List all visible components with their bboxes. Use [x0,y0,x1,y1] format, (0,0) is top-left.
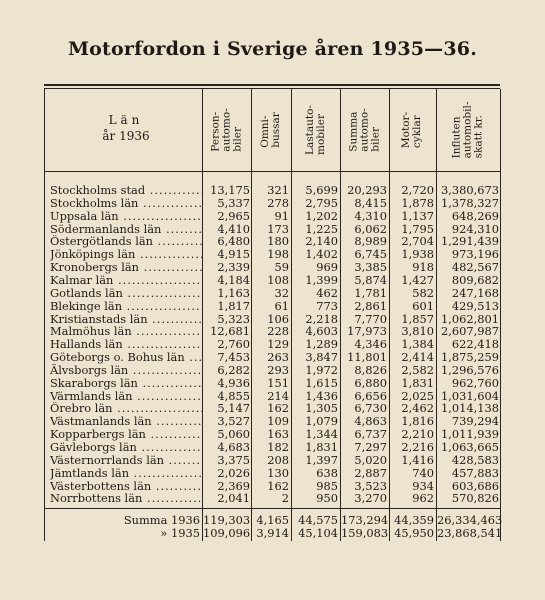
table-cell: 1,062,801 [441,311,499,326]
table-cell: 4,410 [217,221,250,236]
table-cell: 3,380,673 [441,183,499,197]
table-cell: 1,875,259 [441,350,499,365]
table-cell: 1,291,439 [441,234,499,249]
table-row [0,274,545,287]
lan-name: Norrbottens län ..... [50,492,202,505]
table-row [0,492,545,505]
table-cell: 17,973 [347,324,387,339]
table-cell: 1,079 [305,414,338,429]
table-cell: 962,760 [451,375,499,390]
table-row [0,454,545,467]
header-summa-automobiler: Summa automo- biler [347,108,382,152]
table-cell: 162 [267,401,289,416]
table-cell: 2,582 [401,362,434,377]
summary-cell: 3,914 [256,526,289,540]
table-cell: 1,795 [401,221,434,236]
table-cell: 3,385 [354,260,387,275]
table-cell: 11,801 [347,350,387,365]
table-cell: 5,147 [217,401,250,416]
table-cell: 809,682 [451,272,499,287]
table-cell: 2,140 [305,234,338,249]
table-cell: 1,781 [354,285,387,300]
lan-name: Västernorrlands län ..... [50,454,202,467]
table-cell: 739,294 [451,414,499,429]
table-cell: 208 [267,452,289,467]
table-cell: 182 [267,440,289,454]
table-cell: 106 [267,311,289,326]
table-cell: 1,305 [305,401,338,416]
lan-name: Södermanlands län ..... [50,223,202,236]
table-cell: 1,011,939 [441,427,499,442]
lan-header-year: år 1936 [102,129,150,143]
table-cell: 773 [316,298,338,313]
summary-cell: 23,868,541 [437,526,503,540]
table-cell: 1,831 [401,375,434,390]
table-cell: 1,399 [305,272,338,287]
table-cell: 7,297 [354,440,387,454]
lan-name: Blekinge län ..... [50,300,202,313]
table-row [0,287,545,300]
table-cell: 5,060 [217,427,250,442]
table-cell: 1,402 [305,247,338,262]
summary-cell: 45,104 [298,526,338,540]
lan-name: Kristianstads län ..... [50,313,202,326]
table-cell: 1,014,138 [441,401,499,416]
table-cell: 1,436 [305,388,338,403]
table-cell: 5,323 [217,311,250,326]
summary-cell: 109,096 [203,526,251,540]
table-cell: 2,607,987 [441,324,499,339]
table-cell: 1,416 [401,452,434,467]
table-cell: 6,656 [354,388,387,403]
table-cell: 1,063,665 [441,440,499,454]
lan-name: Östergötlands län ..... [50,235,202,248]
table-cell: 173 [267,221,289,236]
table-cell: 428,583 [451,452,499,467]
lan-name: Kalmar län ..... [50,274,202,287]
table-cell: 1,378,327 [441,195,499,210]
table-cell: 1,344 [305,427,338,442]
lan-name: Uppsala län ..... [50,210,202,223]
lan-header-label: Län [108,113,144,127]
table-cell: 3,270 [354,491,387,506]
table-cell: 1,878 [401,195,434,210]
table-cell: 2,369 [217,478,250,493]
table-cell: 2,462 [401,401,434,416]
header-motorcyklar: Motor- cyklar [400,111,423,149]
table-cell: 1,289 [305,337,338,352]
table-cell: 457,883 [451,465,499,480]
summary-cell: 45,950 [394,526,434,540]
summary-cell: 4,165 [256,513,289,527]
table-cell: 2 [281,491,289,506]
table-cell: 1,225 [305,221,338,236]
table-cell: 6,730 [354,401,387,416]
table-cell: 321 [267,183,289,197]
summary-cell: 44,575 [298,513,338,527]
table-cell: 2,861 [354,298,387,313]
table-cell: 924,310 [451,221,499,236]
table-cell: 13,175 [210,183,250,197]
lan-name: Gotlands län ..... [50,287,202,300]
table-cell: 1,427 [401,272,434,287]
table-cell: 985 [316,478,338,493]
table-cell: 2,216 [401,440,434,454]
table-cell: 2,339 [217,260,250,275]
table-cell: 1,816 [401,414,434,429]
table-cell: 6,745 [354,247,387,262]
table-cell: 2,795 [305,195,338,210]
table-cell: 59 [274,260,289,275]
lan-name: Hallands län ..... [50,338,202,351]
table-cell: 973,196 [451,247,499,262]
table-cell: 32 [274,285,289,300]
table-cell: 20,293 [347,183,387,197]
table-cell: 582 [412,285,434,300]
lan-name: Västerbottens län ..... [50,480,202,493]
table-cell: 2,887 [354,465,387,480]
lan-column-header [50,112,202,144]
table-cell: 6,062 [354,221,387,236]
table-cell: 151 [267,375,289,390]
table-row [0,300,545,313]
table-cell: 2,041 [217,491,250,506]
table-cell: 2,025 [401,388,434,403]
table-cell: 1,384 [401,337,434,352]
table-cell: 462 [316,285,338,300]
summary-rule [44,508,500,509]
table-cell: 263 [267,350,289,365]
lan-name: Stockholms stad ..... [50,184,202,197]
lan-name: Malmöhus län ..... [50,325,202,338]
table-cell: 5,699 [305,183,338,197]
summary-cell: 26,334,463 [437,513,503,527]
table-cell: 6,282 [217,362,250,377]
table-cell: 740 [412,465,434,480]
table-cell: 3,810 [401,324,434,339]
table-cell: 2,210 [401,427,434,442]
table-cell: 163 [267,427,289,442]
lan-name: Göteborgs o. Bohus län ..... [50,351,202,364]
table-cell: 2,965 [217,208,250,223]
table-cell: 7,453 [217,350,250,365]
table-cell: 91 [274,208,289,223]
lan-name: Örebro län ..... [50,402,202,415]
table-cell: 5,020 [354,452,387,467]
table-cell: 2,414 [401,350,434,365]
summary-cell: 159,083 [341,526,389,540]
table-cell: 4,184 [217,272,250,287]
table-cell: 5,874 [354,272,387,287]
table-cell: 4,310 [354,208,387,223]
table-cell: 482,567 [451,260,499,275]
header-lastautomobiler: Lastauto- mobiler [304,105,327,155]
lan-name: Jämtlands län ..... [50,467,202,480]
lan-name: Älvsborgs län ..... [50,364,202,377]
top-double-rule-thick [44,84,500,86]
table-cell: 2,704 [401,234,434,249]
table-cell: 918 [412,260,434,275]
table-cell: 648,269 [451,208,499,223]
table-cell: 2,720 [401,183,434,197]
table-cell: 6,737 [354,427,387,442]
table-cell: 570,826 [451,491,499,506]
table-row [0,210,545,223]
table-cell: 1,202 [305,208,338,223]
table-cell: 4,683 [217,440,250,454]
table-cell: 5,337 [217,195,250,210]
table-cell: 61 [274,298,289,313]
table-cell: 278 [267,195,289,210]
table-cell: 1,137 [401,208,434,223]
summary-label: » 1935 [160,526,200,540]
table-cell: 247,168 [451,285,499,300]
table-cell: 4,915 [217,247,250,262]
table-cell: 1,397 [305,452,338,467]
table-cell: 130 [267,465,289,480]
table-cell: 6,880 [354,375,387,390]
table-cell: 228 [267,324,289,339]
table-cell: 622,418 [451,337,499,352]
table-cell: 3,527 [217,414,250,429]
summary-label: Summa 1936 [123,513,200,527]
table-cell: 1,615 [305,375,338,390]
table-cell: 969 [316,260,338,275]
table-cell: 7,770 [354,311,387,326]
top-double-rule-thin [44,88,500,89]
table-cell: 2,218 [305,311,338,326]
table-cell: 3,523 [354,478,387,493]
table-cell: 934 [412,478,434,493]
table-cell: 1,972 [305,362,338,377]
table-cell: 4,863 [354,414,387,429]
header-rule [44,171,500,172]
table-cell: 601 [412,298,434,313]
table-cell: 950 [316,491,338,506]
table-cell: 603,686 [451,478,499,493]
lan-name: Värmlands län ..... [50,390,202,403]
lan-name: Gävleborgs län ..... [50,441,202,454]
table-cell: 1,938 [401,247,434,262]
summary-cell: 119,303 [203,513,251,527]
lan-name: Skaraborgs län ..... [50,377,202,390]
table-row [0,197,545,210]
lan-name: Västmanlands län ..... [50,415,202,428]
page-title: Motorfordon i Sverige åren 1935—36. [67,38,478,60]
table-cell: 6,480 [217,234,250,249]
table-cell: 4,855 [217,388,250,403]
table-cell: 109 [267,414,289,429]
table-cell: 4,603 [305,324,338,339]
table-cell: 429,513 [451,298,499,313]
table-cell: 2,760 [217,337,250,352]
table-row [0,364,545,377]
table-cell: 4,346 [354,337,387,352]
table-cell: 1,831 [305,440,338,454]
table-cell: 8,415 [354,195,387,210]
lan-name: Kronobergs län ..... [50,261,202,274]
table-cell: 12,681 [210,324,250,339]
table-cell: 198 [267,247,289,262]
table-cell: 214 [267,388,289,403]
table-cell: 8,826 [354,362,387,377]
table-cell: 638 [316,465,338,480]
table-cell: 1,031,604 [441,388,499,403]
summary-row [0,527,545,540]
table-cell: 3,375 [217,452,250,467]
table-cell: 4,936 [217,375,250,390]
table-cell: 180 [267,234,289,249]
table-cell: 293 [267,362,289,377]
table-row [0,467,545,480]
lan-name: Jönköpings län ..... [50,248,202,261]
table-cell: 2,026 [217,465,250,480]
summary-cell: 44,359 [394,513,434,527]
table-cell: 129 [267,337,289,352]
table-cell: 1,296,576 [441,362,499,377]
table-cell: 108 [267,272,289,287]
table-cell: 162 [267,478,289,493]
lan-name: Stockholms län ..... [50,197,202,210]
table-cell: 1,817 [217,298,250,313]
table-cell: 1,857 [401,311,434,326]
table-row [0,377,545,390]
header-person-automobiler: Person- automo- biler [209,108,244,152]
table-cell: 3,847 [305,350,338,365]
header-omnibussar: Omni- bussar [259,112,282,148]
summary-cell: 173,294 [341,513,389,527]
lan-name: Kopparbergs län ..... [50,428,202,441]
table-cell: 962 [412,491,434,506]
table-cell: 1,163 [217,285,250,300]
header-influten-automobilskatt: Influten automobil- skatt kr. [450,101,485,159]
table-cell: 8,989 [354,234,387,249]
